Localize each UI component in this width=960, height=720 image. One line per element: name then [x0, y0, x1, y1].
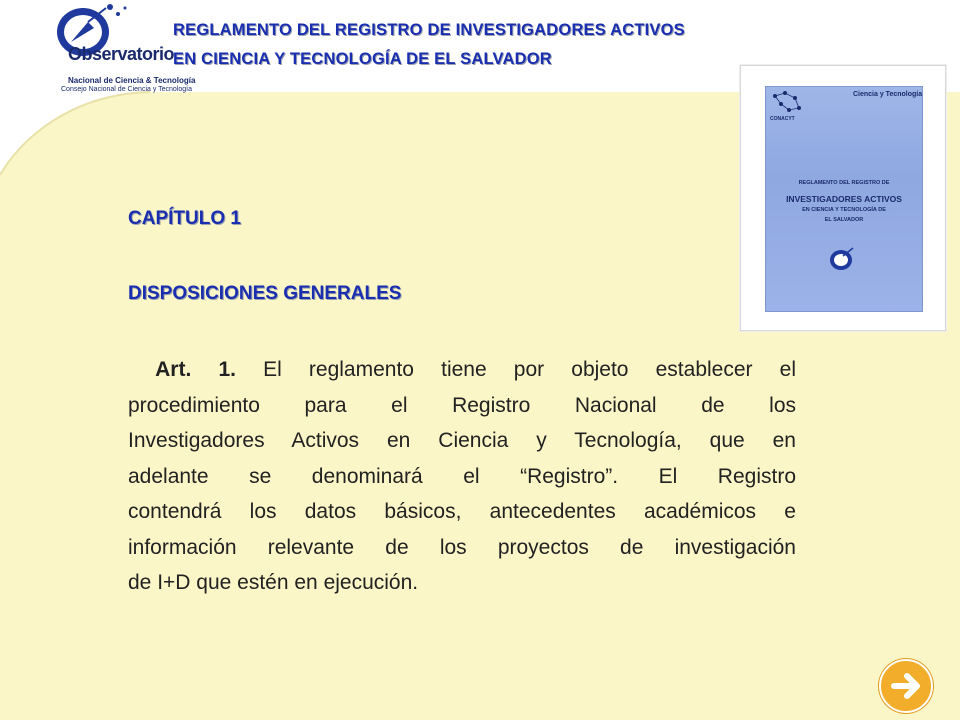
cover-title-line-2: INVESTIGADORES ACTIVOS — [786, 194, 902, 204]
paragraph-line: información relevante de los proyectos de investigación — [128, 535, 796, 559]
article-label: Art. 1. — [155, 358, 236, 381]
logo-subtitle: Nacional de Ciencia & Tecnología — [68, 76, 196, 85]
cover-title-line-4: EL SALVADOR — [824, 217, 864, 223]
satellite-dish-icon — [827, 246, 857, 272]
cover-org: CONACYT — [770, 116, 795, 122]
paragraph-line-text: El reglamento tiene por objeto establecer el — [235, 358, 796, 381]
observatorio-logo — [28, 4, 196, 96]
cover-title-line-3: EN CIENCIA Y TECNOLOGÍA DE — [802, 207, 886, 213]
logo-subtitle-2: Consejo Nacional de Ciencia y Tecnología — [61, 86, 193, 93]
document-cover-image — [740, 65, 946, 331]
cover-brand: Ciencia y Tecnología — [853, 91, 923, 98]
section-heading: DISPOSICIONES GENERALES — [128, 283, 402, 304]
arrow-right-icon — [881, 661, 931, 711]
paragraph-line: Investigadores Activos en Ciencia y Tecnología, que en — [128, 429, 796, 452]
next-slide-button[interactable] — [879, 659, 933, 713]
paragraph-line: adelante se denominará el “Registro”. El Registro — [128, 464, 796, 488]
paragraph-line: de I+D que estén en ejecución. — [128, 571, 419, 594]
article-paragraph — [128, 352, 796, 601]
constellation-icon — [769, 90, 809, 118]
header-title-line-2: EN CIENCIA Y TECNOLOGÍA DE EL SALVADOR — [173, 50, 552, 68]
cover-title-line-1: REGLAMENTO DEL REGISTRO DE — [798, 180, 890, 186]
header-title-line-1: REGLAMENTO DEL REGISTRO DE INVESTIGADORES ACTIVOS — [173, 21, 685, 39]
chapter-heading: CAPÍTULO 1 — [128, 208, 241, 229]
document-cover — [765, 86, 923, 312]
logo-name: Observatorio — [68, 44, 175, 64]
paragraph-line: contendrá los datos básicos, antecedentes académicos e — [128, 500, 796, 523]
paragraph-line — [128, 352, 796, 388]
paragraph-line: procedimiento para el Registro Nacional de los — [128, 393, 796, 417]
